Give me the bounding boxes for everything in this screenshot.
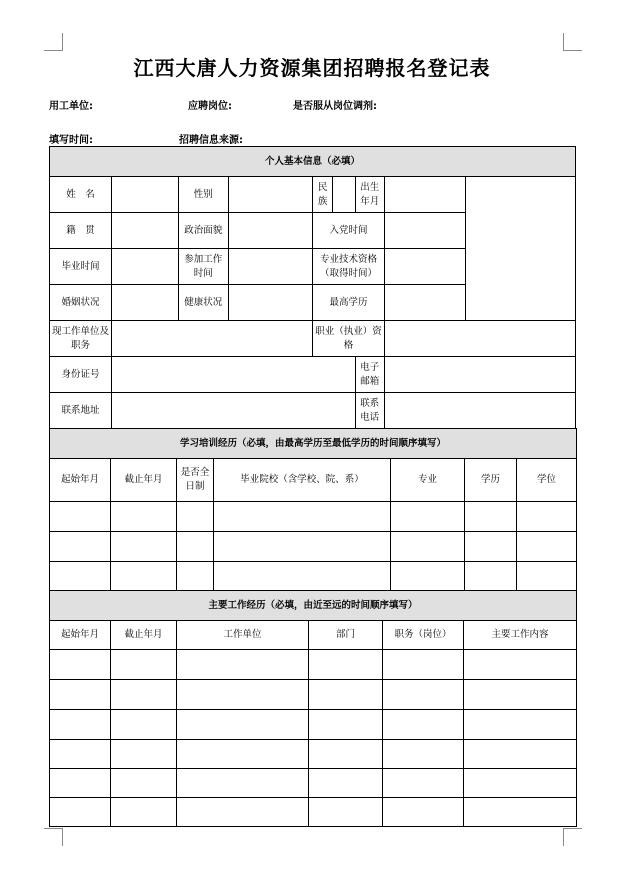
id-number-label: 身份证号 (50, 357, 112, 393)
current-job-label: 现工作单位及职务 (50, 321, 112, 357)
work-cell[interactable] (50, 650, 111, 680)
work-start-label: 参加工作时间 (178, 249, 228, 285)
edu-cell[interactable] (391, 562, 465, 592)
edu-cell[interactable] (50, 532, 111, 562)
photo-cell[interactable] (466, 177, 576, 321)
crop-mark-bottom-left-h (44, 828, 63, 829)
work-start-value[interactable] (228, 249, 312, 285)
work-cell[interactable] (309, 680, 383, 710)
gender-label: 性别 (178, 177, 228, 213)
edu-cell[interactable] (177, 502, 214, 532)
tech-qual-value[interactable] (385, 249, 466, 285)
party-join-value[interactable] (385, 213, 466, 249)
prof-qual-value[interactable] (385, 321, 576, 357)
work-cell[interactable] (50, 680, 111, 710)
health-value[interactable] (228, 285, 312, 321)
info-source-label: 招聘信息来源: (179, 135, 243, 146)
edu-cell[interactable] (517, 502, 577, 532)
work-col-start: 起始年月 (50, 621, 111, 650)
work-row (50, 710, 577, 740)
work-cell[interactable] (177, 680, 309, 710)
work-row (50, 798, 577, 827)
address-label: 联系地址 (50, 393, 112, 429)
marital-label: 婚姻状况 (50, 285, 112, 321)
edu-cell[interactable] (465, 532, 517, 562)
edu-cell[interactable] (111, 562, 177, 592)
edu-col-degree: 学位 (517, 459, 577, 502)
ethnicity-value[interactable] (333, 177, 355, 213)
crop-mark-top-right-h (563, 50, 582, 51)
work-cell[interactable] (464, 710, 577, 740)
edu-row (50, 532, 577, 562)
work-table (49, 590, 577, 827)
work-cell[interactable] (464, 680, 577, 710)
work-section (49, 590, 576, 827)
work-row (50, 680, 577, 710)
edu-cell[interactable] (111, 502, 177, 532)
work-cell[interactable] (111, 650, 177, 680)
edu-cell[interactable] (111, 532, 177, 562)
work-cell[interactable] (464, 798, 577, 827)
work-cell[interactable] (383, 740, 464, 769)
work-cell[interactable] (177, 798, 309, 827)
political-label: 政治面貌 (178, 213, 228, 249)
native-place-value[interactable] (111, 213, 178, 249)
work-col-duties: 主要工作内容 (464, 621, 577, 650)
edu-col-degree-level: 学历 (465, 459, 517, 502)
edu-cell[interactable] (214, 562, 391, 592)
gender-value[interactable] (228, 177, 312, 213)
edu-col-end: 截止年月 (111, 459, 177, 502)
phone-label: 联系电话 (355, 393, 384, 429)
edu-cell[interactable] (517, 562, 577, 592)
education-table (49, 428, 577, 592)
edu-cell[interactable] (214, 532, 391, 562)
health-label: 健康状况 (178, 285, 228, 321)
work-cell[interactable] (464, 769, 577, 798)
work-row (50, 769, 577, 798)
email-value[interactable] (385, 357, 576, 393)
crop-mark-top-left-v (62, 33, 63, 51)
work-cell[interactable] (309, 710, 383, 740)
name-value[interactable] (111, 177, 178, 213)
personal-section-title: 个人基本信息（必填） (50, 147, 576, 177)
work-cell[interactable] (177, 710, 309, 740)
work-col-employer: 工作单位 (177, 621, 309, 650)
crop-mark-bottom-right-h (563, 828, 582, 829)
prof-qual-label: 职业（执业）资格 (312, 321, 384, 357)
edu-col-school: 毕业院校（含学校、院、系） (214, 459, 391, 502)
crop-mark-top-left-h (44, 50, 63, 51)
work-cell[interactable] (383, 680, 464, 710)
fill-time-label: 填写时间: (49, 135, 93, 146)
work-cell[interactable] (177, 769, 309, 798)
work-cell[interactable] (50, 798, 111, 827)
phone-value[interactable] (385, 393, 576, 429)
work-col-post: 职务（岗位） (383, 621, 464, 650)
work-cell[interactable] (383, 710, 464, 740)
education-section-title: 学习培训经历（必填，由最高学历至最低学历的时间顺序填写） (50, 429, 577, 459)
email-label: 电子邮箱 (355, 357, 384, 393)
work-col-end: 截止年月 (111, 621, 177, 650)
edu-cell[interactable] (50, 502, 111, 532)
crop-mark-top-right-v (563, 33, 564, 51)
document-title: 江西大唐人力资源集团招聘报名登记表 (133, 56, 491, 80)
work-cell[interactable] (111, 680, 177, 710)
graduation-label: 毕业时间 (50, 249, 112, 285)
reassign-label: 是否服从岗位调剂: (293, 101, 377, 112)
work-cell[interactable] (111, 769, 177, 798)
edu-cell[interactable] (391, 502, 465, 532)
personal-info-section (49, 146, 576, 429)
ethnicity-label: 民族 (312, 177, 332, 213)
edu-cell[interactable] (214, 502, 391, 532)
edu-col-start: 起始年月 (50, 459, 111, 502)
id-number-value[interactable] (111, 357, 355, 393)
work-cell[interactable] (50, 769, 111, 798)
education-section (49, 428, 576, 592)
address-value[interactable] (111, 393, 355, 429)
edu-cell[interactable] (465, 502, 517, 532)
work-cell[interactable] (464, 650, 577, 680)
political-value[interactable] (228, 213, 312, 249)
work-cell[interactable] (111, 798, 177, 827)
highest-edu-value[interactable] (385, 285, 466, 321)
edu-cell[interactable] (50, 562, 111, 592)
work-cell[interactable] (177, 740, 309, 769)
party-join-label: 入党时间 (312, 213, 384, 249)
edu-cell[interactable] (177, 562, 214, 592)
work-cell[interactable] (50, 710, 111, 740)
work-cell[interactable] (177, 650, 309, 680)
work-col-dept: 部门 (309, 621, 383, 650)
graduation-value[interactable] (111, 249, 178, 285)
work-cell[interactable] (383, 798, 464, 827)
edu-cell[interactable] (391, 532, 465, 562)
work-cell[interactable] (309, 650, 383, 680)
work-cell[interactable] (383, 769, 464, 798)
edu-cell[interactable] (177, 532, 214, 562)
work-row (50, 740, 577, 769)
highest-edu-label: 最高学历 (312, 285, 384, 321)
crop-mark-bottom-left-v (62, 828, 63, 846)
work-row (50, 650, 577, 680)
work-cell[interactable] (50, 740, 111, 769)
work-cell[interactable] (464, 740, 577, 769)
work-cell[interactable] (309, 769, 383, 798)
work-section-title: 主要工作经历（必填，由近至远的时间顺序填写） (50, 591, 577, 621)
work-cell[interactable] (383, 650, 464, 680)
edu-cell[interactable] (465, 562, 517, 592)
native-place-label: 籍 贯 (50, 213, 112, 249)
edu-col-fulltime: 是否全日制 (177, 459, 214, 502)
edu-cell[interactable] (517, 532, 577, 562)
birth-label: 出生年月 (355, 177, 384, 213)
marital-value[interactable] (111, 285, 178, 321)
birth-value[interactable] (385, 177, 466, 213)
name-label: 姓 名 (50, 177, 112, 213)
current-job-value[interactable] (111, 321, 312, 357)
personal-info-table (49, 146, 576, 429)
work-cell[interactable] (111, 740, 177, 769)
edu-row (50, 502, 577, 532)
work-cell[interactable] (309, 798, 383, 827)
employer-label: 用工单位: (49, 101, 93, 112)
work-cell[interactable] (309, 740, 383, 769)
position-label: 应聘岗位: (188, 101, 232, 112)
work-cell[interactable] (111, 710, 177, 740)
edu-row (50, 562, 577, 592)
crop-mark-bottom-right-v (563, 828, 564, 846)
tech-qual-label: 专业技术资格（取得时间） (312, 249, 384, 285)
edu-col-major: 专业 (391, 459, 465, 502)
